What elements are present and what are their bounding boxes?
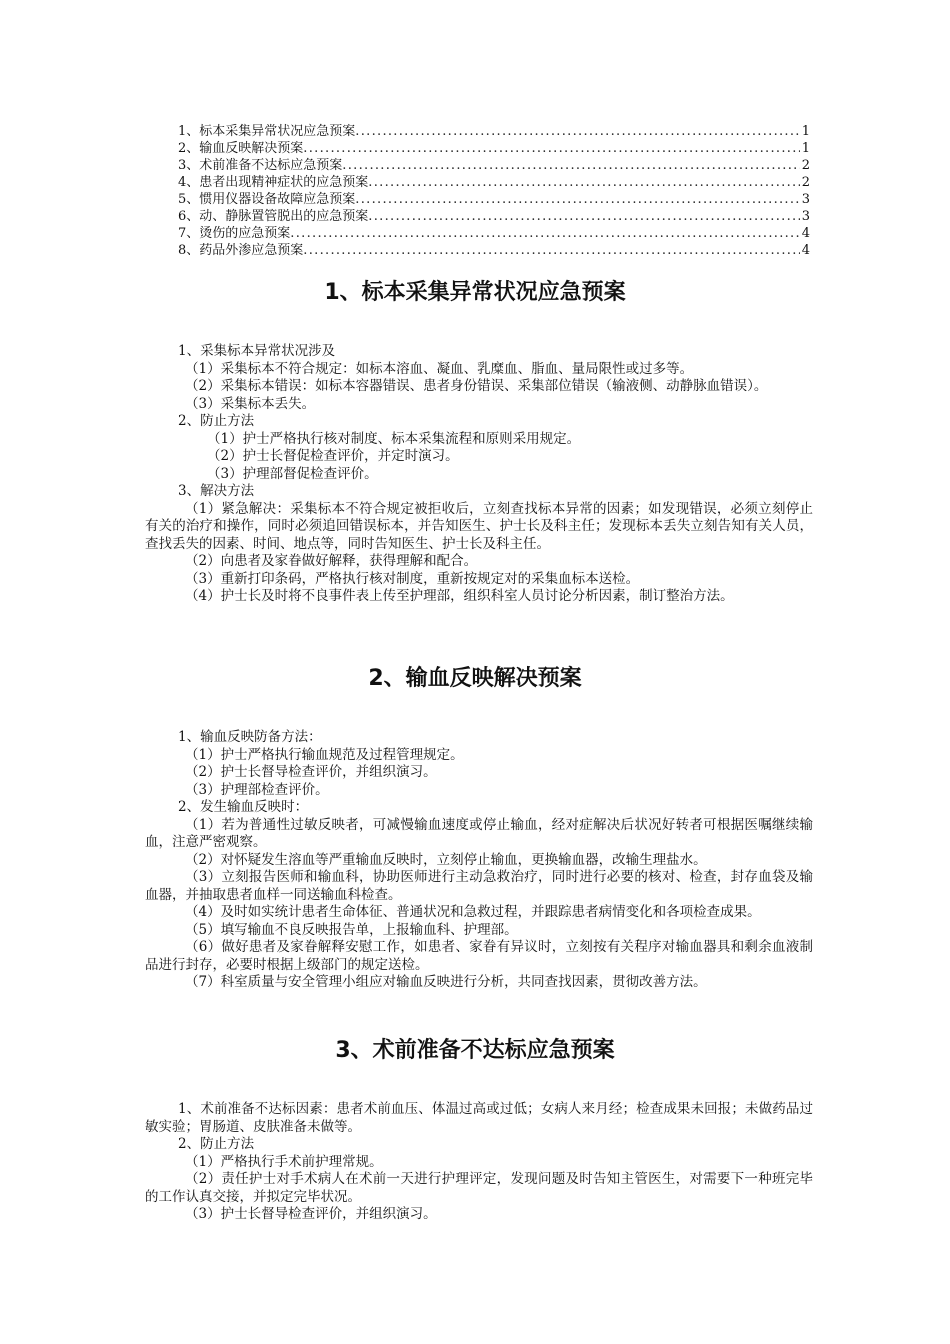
toc-entry-page: 4 (801, 243, 810, 258)
paragraph: （2）责任护士对手术病人在术前一天进行护理评定，发现问题及时告知主管医生，对需要下一种班完毕的工作认真交接，并拟定完毕状况。 (145, 1171, 813, 1205)
toc-leader-dots (355, 123, 799, 140)
paragraph: （1）护士严格执行输血规范及过程管理规定。 (185, 746, 464, 763)
paragraph: （3）重新打印条码，严格执行核对制度，重新按规定对的采集血标本送检。 (185, 570, 640, 587)
section-heading: 1、标本采集异常状况应急预案 (324, 280, 626, 305)
toc-leader-dots (303, 140, 799, 157)
paragraph: （2）对怀疑发生溶血等严重输血反映时，立刻停止输血，更换输血器，改输生理盐水。 (185, 851, 707, 868)
toc-entry-page: 1 (801, 141, 810, 156)
toc-entry[interactable] (178, 157, 810, 174)
toc-entry[interactable] (178, 242, 810, 259)
paragraph: （1）紧急解决：采集标本不符合规定被拒收后，立刻查找标本异常的因素；如发现错误，必须立刻停止有关的治疗和操作，同时必须追回错误标本，并告知医生、护士长及科主任；发现标本丢失立刻告知有关人员，查找丢失的因素、时间、地点等，同时告知医生、护士长及科主任。 (145, 500, 813, 552)
paragraph: （7）科室质量与安全管理小组应对输血反映进行分析，共同查找因素，贯彻改善方法。 (185, 974, 707, 990)
paragraph: （2）护士长督促检查评价，并定时演习。 (207, 448, 459, 464)
paragraph: （4）及时如实统计患者生命体征、普通状况和急救过程，并跟踪患者病情变化和各项检查成果。 (185, 904, 761, 920)
toc-entry-page: 2 (801, 175, 810, 190)
paragraph: 1、术前准备不达标因素：患者术前血压、体温过高或过低；女病人来月经；检查成果未回报；未做药品过敏实验；胃肠道、皮肤准备未做等。 (145, 1101, 813, 1135)
toc-leader-dots (355, 191, 799, 208)
paragraph: （3）护理部检查评价。 (185, 781, 329, 798)
toc-entry-page: 3 (801, 209, 810, 224)
toc-entry-title: 8、药品外渗应急预案 (178, 243, 304, 258)
paragraph: 1、输血反映防备方法： (178, 729, 322, 745)
toc-entry[interactable] (178, 140, 810, 157)
paragraph: 2、防止方法 (178, 1136, 255, 1152)
paragraph: （2）采集标本错误：如标本容器错误、患者身份错误、采集部位错误（输液侧、动静脉血错误）。 (185, 378, 768, 394)
paragraph: （2）向患者及家眷做好解释，获得理解和配合。 (185, 553, 478, 569)
paragraph: （1）护士严格执行核对制度、标本采集流程和原则采用规定。 (207, 430, 581, 447)
toc-entry-title: 6、动、静脉置管脱出的应急预案 (178, 209, 369, 224)
paragraph: （3）采集标本丢失。 (185, 395, 316, 412)
paragraph: （3）护士长督导检查评价，并组织演习。 (185, 1206, 437, 1222)
toc-entry-page: 4 (801, 226, 810, 241)
section-body (145, 343, 813, 606)
toc-leader-dots (368, 174, 799, 191)
toc-leader-dots (290, 225, 799, 242)
toc-entry[interactable] (178, 208, 810, 225)
table-of-contents (178, 123, 810, 259)
toc-leader-dots (303, 242, 799, 259)
section-heading: 2、输血反映解决预案 (368, 666, 582, 691)
paragraph: （1）若为普通性过敏反映者，可减慢输血速度或停止输血，经对症解决后状况好转者可根据医嘱继续输血，注意严密观察。 (145, 816, 813, 850)
section-heading: 3、术前准备不达标应急预案 (335, 1038, 615, 1063)
toc-leader-dots (342, 157, 799, 174)
paragraph: 3、解决方法 (178, 483, 255, 499)
paragraph: （1）采集标本不符合规定：如标本溶血、凝血、乳糜血、脂血、量局限性或过多等。 (185, 360, 694, 377)
paragraph: （3）护理部督促检查评价。 (207, 465, 378, 482)
section-body (145, 1101, 813, 1224)
toc-entry[interactable] (178, 123, 810, 140)
toc-entry-title: 5、惯用仪器设备故障应急预案 (178, 192, 356, 207)
paragraph: 2、发生输血反映时： (178, 799, 309, 815)
toc-entry-title: 1、标本采集异常状况应急预案 (178, 124, 356, 139)
paragraph: （5）填写输血不良反映报告单，上报输血科、护理部。 (185, 921, 518, 938)
toc-entry-page: 3 (801, 192, 810, 207)
toc-leader-dots (368, 208, 799, 225)
paragraph: 1、采集标本异常状况涉及 (178, 343, 336, 359)
toc-entry[interactable] (178, 191, 810, 208)
toc-entry-page: 1 (801, 124, 810, 139)
toc-entry-title: 3、术前准备不达标应急预案 (178, 158, 343, 173)
paragraph: （4）护士长及时将不良事件表上传至护理部，组织科室人员讨论分析因素，制订整治方法。 (185, 588, 734, 604)
section-body (145, 729, 813, 992)
paragraph: （1）严格执行手术前护理常规。 (185, 1153, 383, 1170)
toc-entry-title: 2、输血反映解决预案 (178, 141, 304, 156)
toc-entry-title: 7、烫伤的应急预案 (178, 226, 291, 241)
paragraph: （6）做好患者及家眷解释安慰工作，如患者、家眷有异议时，立刻按有关程序对输血器具和剩余血液制品进行封存，必要时根据上级部门的规定送检。 (145, 939, 813, 973)
toc-entry-title: 4、患者出现精神症状的应急预案 (178, 175, 369, 190)
toc-entry[interactable] (178, 225, 810, 242)
paragraph: （2）护士长督导检查评价，并组织演习。 (185, 764, 437, 780)
paragraph: （3）立刻报告医师和输血科，协助医师进行主动急救治疗，同时进行必要的核对、检查，封存血袋及输血器，并抽取患者血样一同送输血科检查。 (145, 869, 813, 903)
toc-entry[interactable] (178, 174, 810, 191)
paragraph: 2、防止方法 (178, 413, 255, 429)
toc-entry-page: 2 (801, 158, 810, 173)
